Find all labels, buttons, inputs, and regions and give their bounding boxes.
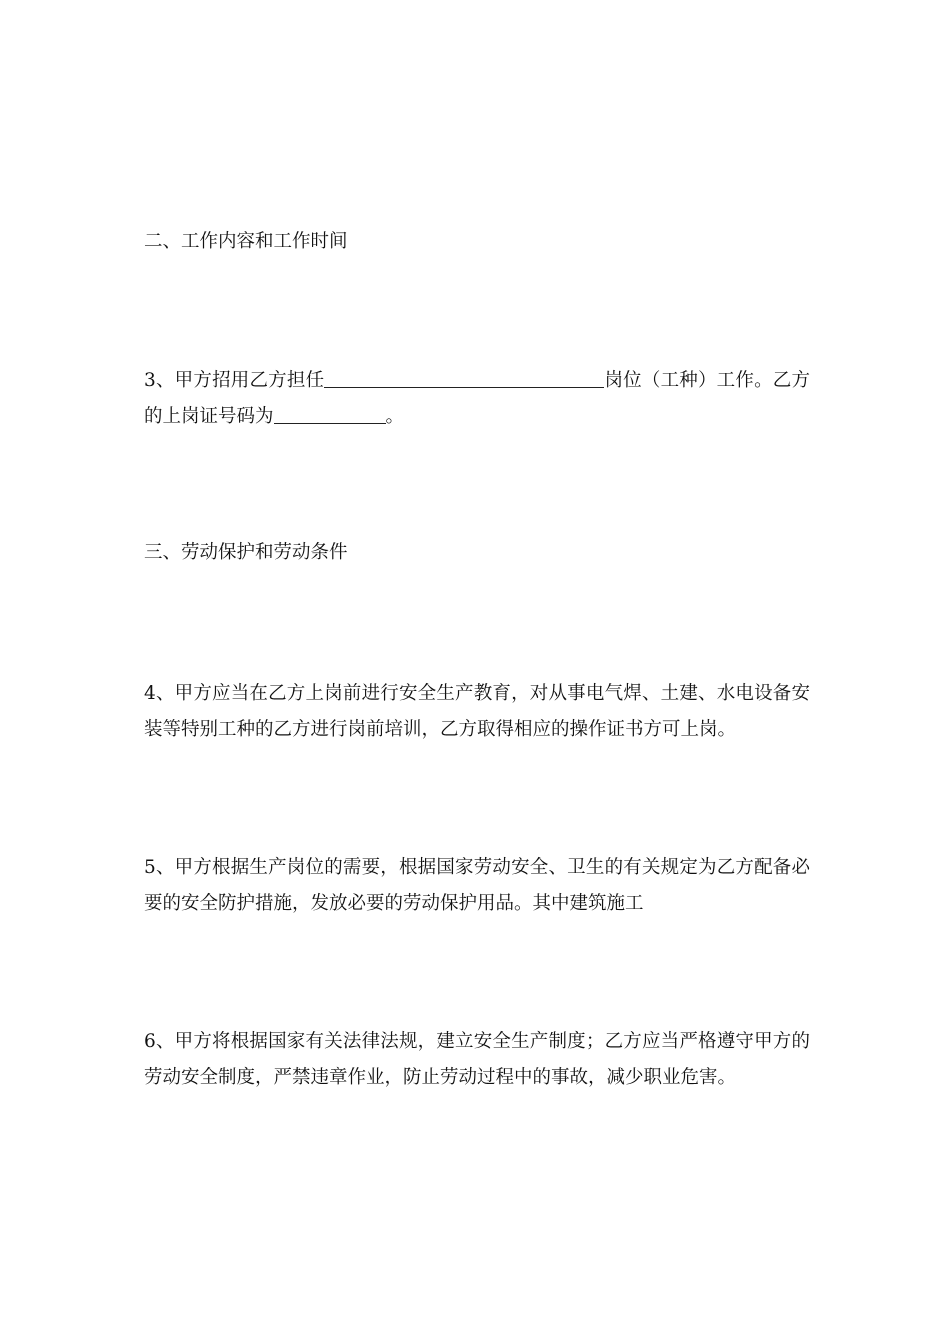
clause-3-paragraph [144, 363, 810, 435]
clause-5-paragraph [144, 850, 810, 922]
section-heading-text: 二、工作内容和工作时间 [144, 231, 348, 252]
clause-6-text: 6、甲方将根据国家有关法律法规，建立安全生产制度；乙方应当严格遵守甲方的劳动安全制度，严禁违章作业，防止劳动过程中的事故，减少职业危害。 [144, 1031, 810, 1088]
certificate-number-blank-field [274, 403, 386, 424]
position-blank-field [324, 367, 604, 388]
clause-4-paragraph [144, 676, 810, 748]
clause-3-text-middle: 岗位（工种）工作。乙方的上岗证号码为 [144, 370, 810, 427]
clause-5-text: 5、甲方根据生产岗位的需要，根据国家劳动安全、卫生的有关规定为乙方配备必要的安全防护措施，发放必要的劳动保护用品。其中建筑施工 [144, 857, 810, 914]
clause-3-text-start: 3、甲方招用乙方担任 [144, 370, 325, 391]
section-heading-labor-protection [144, 535, 810, 571]
section-heading-text: 三、劳动保护和劳动条件 [144, 542, 348, 563]
clause-6-paragraph [144, 1024, 810, 1096]
section-heading-work-content [144, 224, 810, 260]
clause-4-text: 4、甲方应当在乙方上岗前进行安全生产教育，对从事电气焊、土建、水电设备安装等特别工种的乙方进行岗前培训，乙方取得相应的操作证书方可上岗。 [144, 683, 810, 740]
clause-3-text-end: 。 [385, 406, 405, 427]
